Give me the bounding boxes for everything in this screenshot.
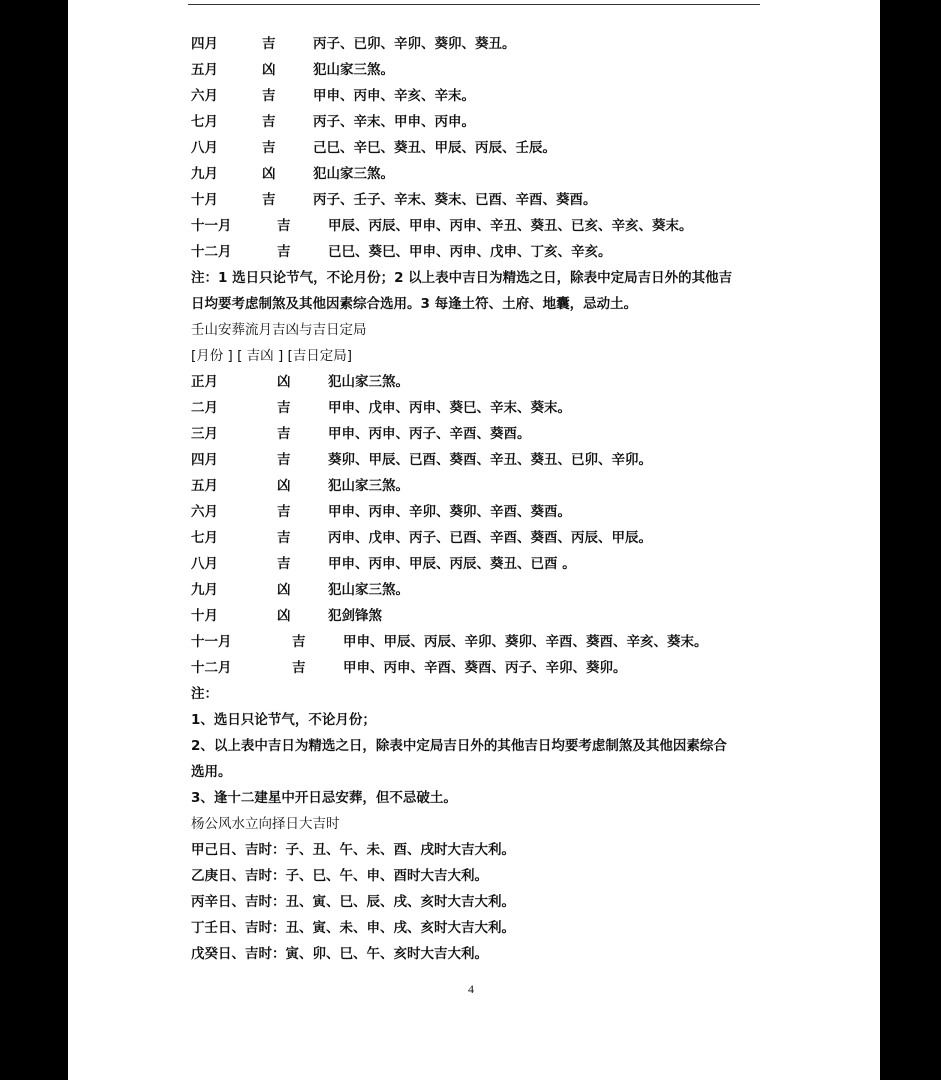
month-cell: 九月 [191,582,218,598]
verdict-cell: 吉 [262,88,276,104]
note-line: 3、逢十二建星中开日忌安葬，但不忌破土。 [191,790,457,806]
verdict-cell: 吉 [277,452,291,468]
note-line: 1、选日只论节气，不论月份； [191,712,376,728]
month-cell: 五月 [191,478,218,494]
list-item: 丁壬日、吉时：丑、寅、未、申、戌、亥时大吉大利。 [191,920,515,936]
verdict-cell: 吉 [292,660,306,676]
month-cell: 四月 [191,452,218,468]
month-cell: 八月 [191,556,218,572]
days-cell: 甲申、丙申、丙子、辛酉、葵酉。 [328,426,531,442]
verdict-cell: 吉 [277,530,291,546]
note-line: 注：1 选日只论节气，不论月份；2 以上表中吉日为精选之日，除表中定局吉日外的其他吉 [191,270,733,286]
list-item: 乙庚日、吉时：子、巳、午、申、酉时大吉大利。 [191,868,488,884]
month-cell: 正月 [191,374,218,390]
table-header: [月份 ] [ 吉凶 ] [吉日定局] [191,348,353,364]
days-cell: 犯山家三煞。 [328,582,409,598]
verdict-cell: 吉 [277,504,291,520]
verdict-cell: 凶 [277,582,291,598]
month-cell: 十月 [191,192,218,208]
days-cell: 已巳、葵巳、甲申、丙申、戊申、丁亥、辛亥。 [328,244,612,260]
days-cell: 甲申、丙申、甲辰、丙辰、葵丑、已酉 。 [328,556,576,572]
verdict-cell: 吉 [277,400,291,416]
list-item: 甲己日、吉时：子、丑、午、未、酉、戌时大吉大利。 [191,842,515,858]
verdict-cell: 吉 [277,244,291,260]
month-cell: 七月 [191,530,218,546]
days-cell: 甲申、戊申、丙申、葵巳、辛末、葵末。 [328,400,571,416]
days-cell: 甲申、丙申、辛亥、辛末。 [313,88,475,104]
days-cell: 己巳、辛巳、葵丑、甲辰、丙辰、壬辰。 [313,140,556,156]
verdict-cell: 凶 [262,166,276,182]
page-number: 4 [468,982,474,996]
days-cell: 甲申、丙申、辛酉、葵酉、丙子、辛卯、葵卯。 [343,660,627,676]
verdict-cell: 吉 [277,556,291,572]
list-item: 戊癸日、吉时：寅、卯、巳、午、亥时大吉大利。 [191,946,488,962]
month-cell: 十一月 [191,218,232,234]
verdict-cell: 吉 [277,218,291,234]
note-line: 选用。 [191,764,232,780]
days-cell: 犯山家三煞。 [313,62,394,78]
header-rule [188,4,760,5]
days-cell: 丙子、壬子、辛末、葵末、已酉、辛酉、葵酉。 [313,192,597,208]
days-cell: 犯山家三煞。 [328,374,409,390]
days-cell: 犯山家三煞。 [328,478,409,494]
note-line: 2、以上表中吉日为精选之日，除表中定局吉日外的其他吉日均要考虑制煞及其他因素综合 [191,738,727,754]
document-page [68,0,880,1080]
month-cell: 十二月 [191,244,232,260]
note-line: 日均要考虑制煞及其他因素综合选用。3 每逢土符、土府、地囊，忌动土。 [191,296,638,312]
days-cell: 甲申、丙申、辛卯、葵卯、辛酉、葵酉。 [328,504,571,520]
days-cell: 甲申、甲辰、丙辰、辛卯、葵卯、辛酉、葵酉、辛亥、葵末。 [343,634,708,650]
month-cell: 八月 [191,140,218,156]
month-cell: 七月 [191,114,218,130]
month-cell: 十月 [191,608,218,624]
verdict-cell: 吉 [262,114,276,130]
month-cell: 九月 [191,166,218,182]
verdict-cell: 吉 [262,140,276,156]
days-cell: 犯山家三煞。 [313,166,394,182]
note-title: 注： [191,686,218,702]
month-cell: 三月 [191,426,218,442]
verdict-cell: 凶 [262,62,276,78]
verdict-cell: 凶 [277,478,291,494]
days-cell: 丙子、已卯、辛卯、葵卯、葵丑。 [313,36,516,52]
verdict-cell: 凶 [277,374,291,390]
days-cell: 丙子、辛末、甲申、丙申。 [313,114,475,130]
month-cell: 十二月 [191,660,232,676]
month-cell: 六月 [191,88,218,104]
month-cell: 四月 [191,36,218,52]
list-item: 丙辛日、吉时：丑、寅、巳、辰、戌、亥时大吉大利。 [191,894,515,910]
month-cell: 二月 [191,400,218,416]
section-title: 杨公风水立向择日大吉时 [191,816,340,832]
month-cell: 五月 [191,62,218,78]
days-cell: 丙申、戊申、丙子、已酉、辛酉、葵酉、丙辰、甲辰。 [328,530,652,546]
verdict-cell: 吉 [262,192,276,208]
month-cell: 六月 [191,504,218,520]
days-cell: 犯剑锋煞 [328,608,382,624]
verdict-cell: 吉 [292,634,306,650]
verdict-cell: 吉 [262,36,276,52]
section-title: 壬山安葬流月吉凶与吉日定局 [191,322,367,338]
verdict-cell: 凶 [277,608,291,624]
month-cell: 十一月 [191,634,232,650]
verdict-cell: 吉 [277,426,291,442]
days-cell: 葵卯、甲辰、已酉、葵酉、辛丑、葵丑、已卯、辛卯。 [328,452,652,468]
days-cell: 甲辰、丙辰、甲申、丙申、辛丑、葵丑、已亥、辛亥、葵末。 [328,218,693,234]
